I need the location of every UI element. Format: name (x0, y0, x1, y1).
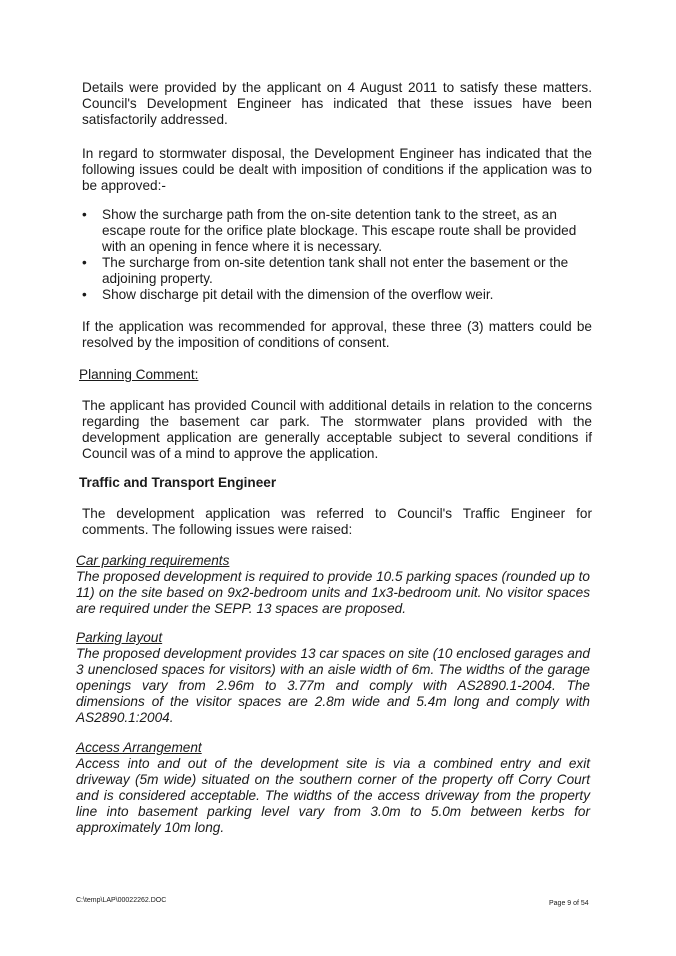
access-arrangement-heading: Access Arrangement (76, 740, 202, 755)
list-item (80, 287, 592, 303)
car-parking-requirements-section (76, 553, 590, 617)
list-item (80, 255, 592, 287)
paragraph-conditions-of-consent: If the application was recommended for approval, these three (3) matters could be resolved by the imposition of conditions of consent. (82, 319, 592, 350)
parking-layout-text: The proposed development provides 13 car spaces on site (10 enclosed garages and 3 unenclosed spaces for visitors) with an aisle width of 6m. The widths of the garage openings vary from 2.96m to 3.77m and comply with AS2890.1-2004. The dimensions of the visitor spaces are 2.8m wide and 5.4m long and comply with AS2890.1:2004. (76, 646, 590, 725)
stormwater-issues-list (80, 207, 592, 303)
car-parking-requirements-text: The proposed development is required to provide 10.5 parking spaces (rounded up to 11) on the site based on 9x2-bedroom units and 1x3-bedroom unit. No visitor spaces are required under the SEPP. 13 spaces are proposed. (76, 569, 590, 616)
access-arrangement-text: Access into and out of the development site is via a combined entry and exit driveway (5m wide) situated on the southern corner of the property off Corry Court and is considered acceptable. The widths of the access driveway from the property line into basement parking level vary from 3.0m to 5.0m between kerbs for approximately 10m long. (76, 756, 590, 835)
bullet-icon: • (82, 207, 87, 222)
paragraph-traffic-referral: The development application was referred to Council's Traffic Engineer for comments. The following issues were raised: (82, 506, 592, 537)
planning-comment-heading: Planning Comment: (79, 367, 199, 382)
list-item-text: Show the surcharge path from the on-site detention tank to the street, as an escape route for the orifice plate blockage. This escape route shall be provided with an opening in fence where it is necessary. (102, 207, 577, 254)
bullet-icon: • (82, 287, 87, 302)
footer-page-number: Page 9 of 54 (549, 900, 589, 907)
list-item-text: The surcharge from on-site detention tank shall not enter the basement or the adjoining property. (102, 255, 569, 286)
bullet-icon: • (82, 255, 87, 270)
list-item-text: Show discharge pit detail with the dimension of the overflow weir. (102, 287, 494, 302)
access-arrangement-section (76, 740, 590, 836)
traffic-engineer-heading: Traffic and Transport Engineer (79, 475, 277, 490)
paragraph-applicant-details: Details were provided by the applicant on 4 August 2011 to satisfy these matters. Council's Development Engineer has indicated that these issues have been satisfactorily addressed. (82, 80, 592, 127)
list-item (80, 207, 592, 255)
parking-layout-section (76, 630, 590, 726)
parking-layout-heading: Parking layout (76, 630, 163, 645)
footer-file-path: C:\temp\LAP\00022262.DOC (76, 897, 167, 904)
paragraph-stormwater-disposal: In regard to stormwater disposal, the Development Engineer has indicated that the following issues could be dealt with imposition of conditions if the application was to be approved:- (82, 146, 592, 193)
car-parking-requirements-heading: Car parking requirements (76, 553, 230, 568)
paragraph-planning-comment: The applicant has provided Council with additional details in relation to the concerns regarding the basement car park. The stormwater plans provided with the development application are generally acceptable subject to several conditions if Council was of a mind to approve the application. (82, 398, 592, 461)
